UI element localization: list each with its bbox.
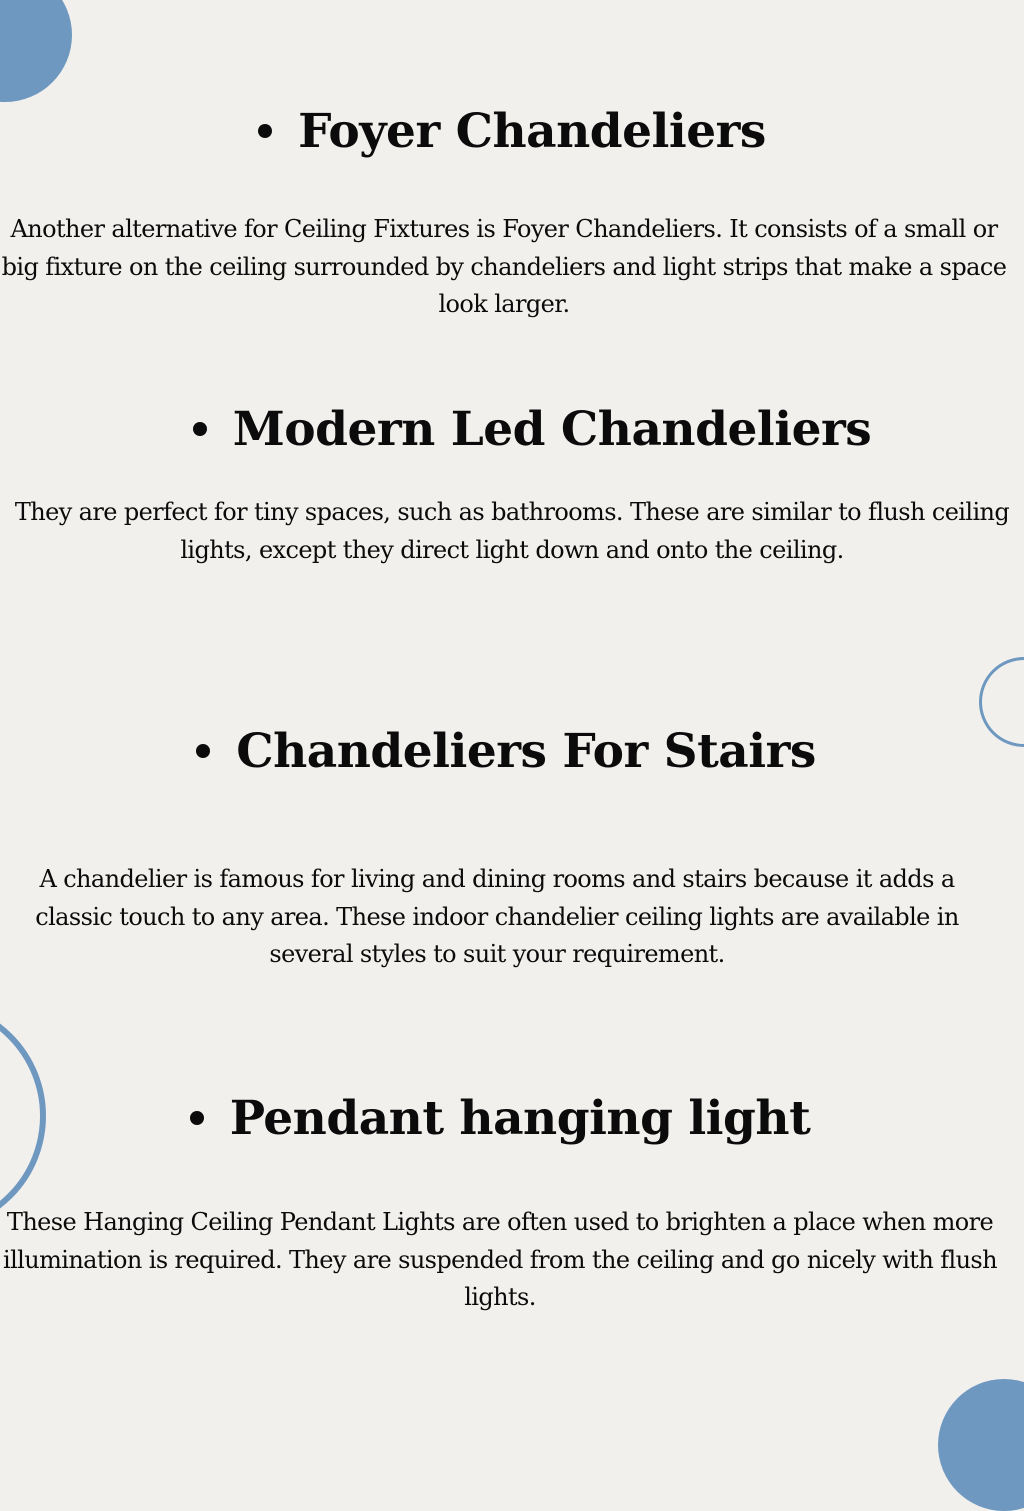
bullet-icon [190,1111,204,1125]
heading-text: Pendant hanging light [229,1091,811,1146]
section-heading-modern-led [20,400,1024,460]
section-text-stairs: A chandelier is famous for living and dining rooms and stairs because it adds a classic touch to any area. These indoor chandelier ceiling lights are available in several styles to suit your requirement. [35,865,959,968]
decorative-circle-top-left [0,0,72,102]
section-heading-stairs [0,722,1018,782]
section-text-modern-led: They are perfect for tiny spaces, such as bathrooms. These are similar to flush ceiling lights, except they direct light down and onto the ceiling. [14,498,1010,564]
bullet-icon [196,744,210,758]
decorative-circle-bottom-right [938,1379,1024,1511]
section-text-pendant: These Hanging Ceiling Pendant Lights are often used to brighten a place when more illumination is required. They are suspended from the ceiling and go nicely with flush lights. [3,1208,997,1311]
heading-text: Chandeliers For Stairs [236,724,816,779]
heading-text: Modern Led Chandeliers [232,402,872,457]
section-text-foyer: Another alternative for Ceiling Fixtures is Foyer Chandeliers. It consists of a small or big fixture on the ceiling surrounded by chandeliers and light strips that make a space look larger. [1,215,1007,318]
section-heading-foyer [0,102,1024,162]
bullet-icon [193,422,207,436]
heading-text: Foyer Chandeliers [298,104,766,159]
section-heading-pendant [0,1089,1012,1149]
bullet-icon [258,124,272,138]
